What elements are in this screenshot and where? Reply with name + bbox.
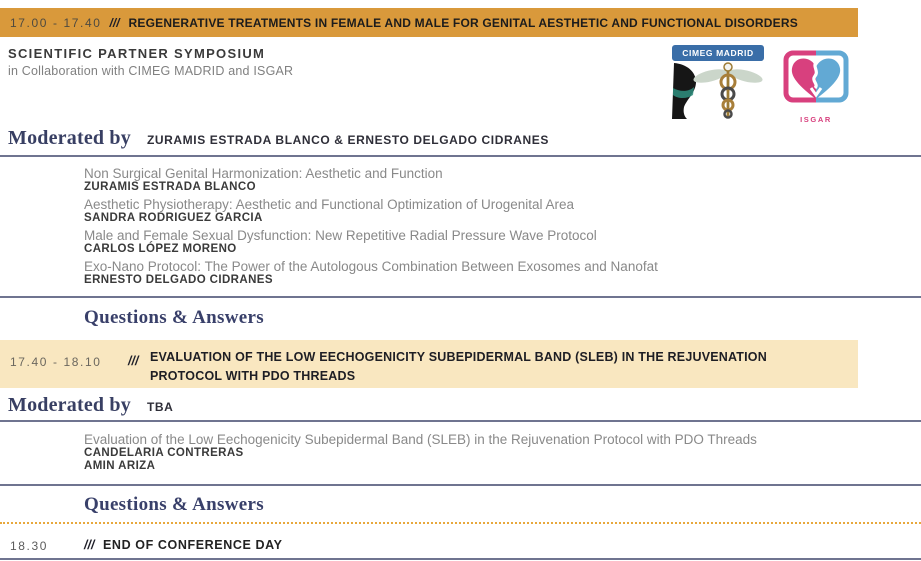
talk-speaker: AMIN ARIZA xyxy=(84,460,156,472)
collaboration-note: in Collaboration with CIMEG MADRID and ISGAR xyxy=(8,64,294,78)
session2-title-line2: PROTOCOL WITH PDO THREADS xyxy=(150,369,356,383)
session2-questions-answers: Questions & Answers xyxy=(84,494,264,515)
session1-title: REGENERATIVE TREATMENTS IN FEMALE AND MALE FOR GENITAL AESTHETIC AND FUNCTIONAL DISORDERS xyxy=(128,15,798,30)
divider-rule xyxy=(0,484,921,486)
isgar-label: ISGAR xyxy=(800,115,832,124)
triple-slash-icon: /// xyxy=(128,354,139,368)
session1-time: 17.00 - 17.40 xyxy=(10,15,102,30)
session1-questions-answers: Questions & Answers xyxy=(84,307,264,328)
talk-item xyxy=(84,259,658,287)
session2-moderators: TBA xyxy=(146,400,174,414)
triple-slash-icon: /// xyxy=(109,15,120,30)
talk-speaker: CANDELARIA CONTRERAS xyxy=(84,447,244,459)
divider-rule xyxy=(0,155,921,157)
cimeg-banner-label: CIMEG MADRID xyxy=(672,45,764,61)
dotted-divider-rule xyxy=(0,522,921,524)
talk-speaker: SANDRA RODRIGUEZ GARCIA xyxy=(84,212,263,224)
session1-moderators: ZURAMIS ESTRADA BLANCO & ERNESTO DELGADO CIDRANES xyxy=(146,133,550,147)
talk-speaker: ERNESTO DELGADO CIDRANES xyxy=(84,274,273,286)
session2-header-bar xyxy=(0,340,858,388)
talk-speaker: ZURAMIS ESTRADA BLANCO xyxy=(84,181,256,193)
talk-title: Male and Female Sexual Dysfunction: New Repetitive Radial Pressure Wave Protocol xyxy=(84,228,597,243)
triple-slash-icon: /// xyxy=(84,538,95,552)
divider-rule xyxy=(0,420,921,422)
talk-item xyxy=(84,228,658,256)
session1-talk-list xyxy=(84,166,658,290)
talk-item xyxy=(84,197,658,225)
session2-time: 17.40 - 18.10 xyxy=(10,355,102,369)
moderated-by-label: Moderated by xyxy=(8,127,131,149)
moderated-by-label: Moderated by xyxy=(8,394,131,416)
bottom-rule xyxy=(0,558,921,560)
talk-title: Evaluation of the Low Eechogenicity Subepidermal Band (SLEB) in the Rejuvenation Protocol with PDO Threads xyxy=(84,432,757,447)
talk-item xyxy=(84,166,658,194)
session1-moderated-row xyxy=(8,127,549,150)
session2-title-line1: EVALUATION OF THE LOW EECHOGENICITY SUBEPIDERMAL BAND (SLEB) IN THE REJUVENATION xyxy=(150,350,767,364)
session1-header-bar xyxy=(0,8,858,37)
symposium-subtitle: SCIENTIFIC PARTNER SYMPOSIUM xyxy=(8,46,266,61)
talk-speaker: CARLOS LÓPEZ MORENO xyxy=(84,243,237,255)
session2-title xyxy=(150,348,767,386)
talk-item xyxy=(84,432,757,473)
session2-moderated-row xyxy=(8,394,173,417)
end-of-conference-label: END OF CONFERENCE DAY xyxy=(103,538,283,552)
isgar-heart-icon xyxy=(770,50,862,112)
isgar-logo xyxy=(770,50,862,122)
session2-talk-list xyxy=(84,432,757,476)
talk-title: Exo-Nano Protocol: The Power of the Autologous Combination Between Exosomes and Nanofat xyxy=(84,259,658,274)
divider-rule xyxy=(0,296,921,298)
talk-title: Aesthetic Physiotherapy: Aesthetic and Functional Optimization of Urogenital Area xyxy=(84,197,575,212)
footer-time: 18.30 xyxy=(10,539,49,553)
caduceus-icon xyxy=(672,61,764,119)
talk-title: Non Surgical Genital Harmonization: Aesthetic and Function xyxy=(84,166,443,181)
cimeg-madrid-logo xyxy=(672,45,764,121)
